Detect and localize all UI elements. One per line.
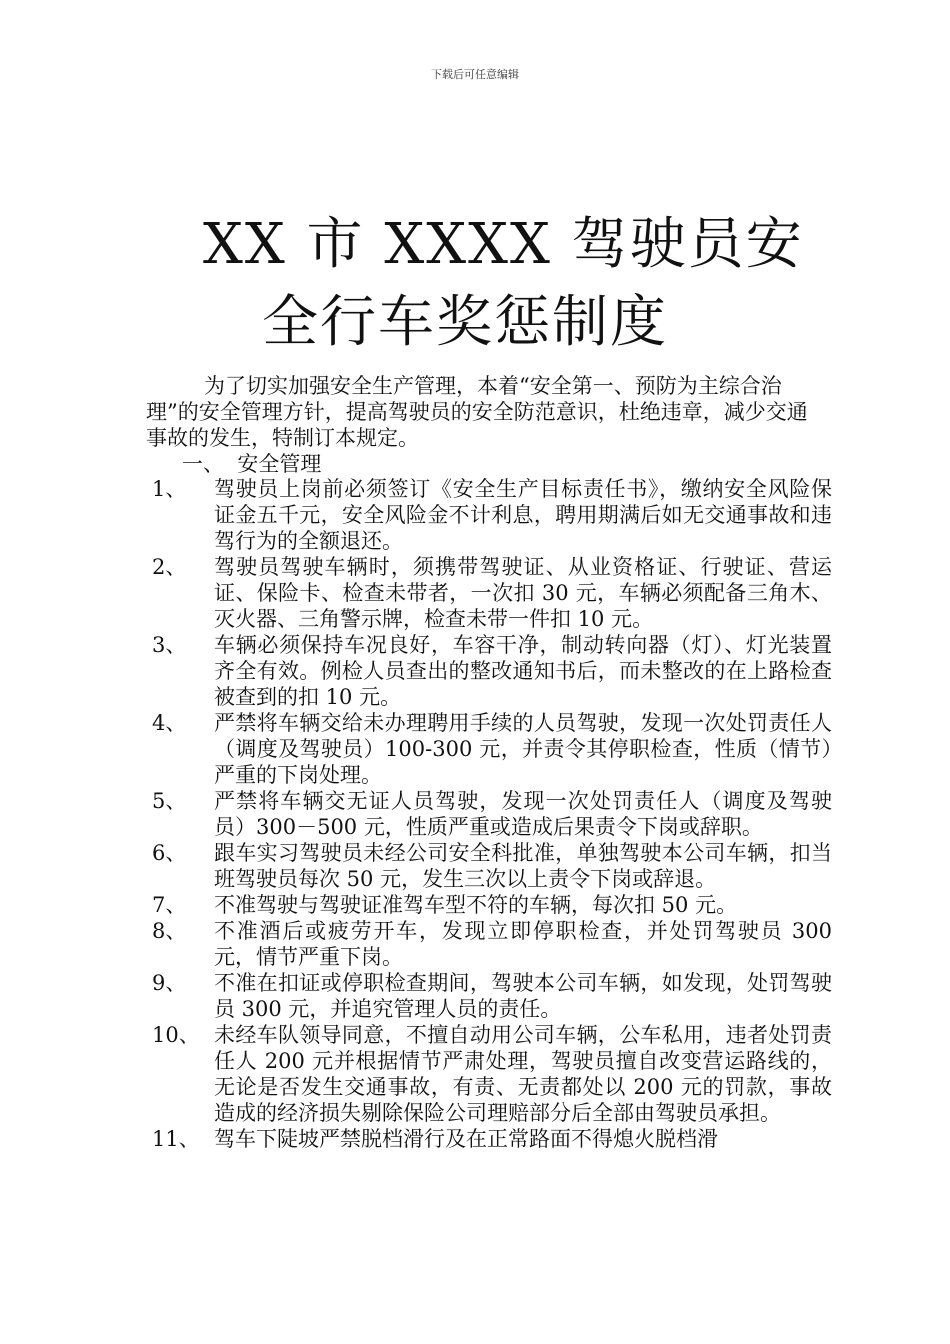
list-item: [152, 892, 832, 918]
list-item: [152, 476, 832, 554]
item-number: 11、: [152, 1127, 200, 1151]
list-item: [152, 840, 832, 892]
item-text: 驾车下陡坡严禁脱档滑行及在正常路面不得熄火脱档滑: [214, 1127, 718, 1151]
page-header-note: 下载后可任意编辑: [431, 68, 519, 81]
item-number: 7、: [152, 893, 187, 917]
item-text: 不准酒后或疲劳开车，发现立即停职检查，并处罚驾驶员 300 元，情节严重下岗。: [214, 919, 832, 969]
item-number: 5、: [152, 789, 187, 813]
item-text: 驾驶员驾驶车辆时，须携带驾驶证、从业资格证、行驶证、营运证、保险卡、检查未带者，一次扣 30 元，车辆必须配备三角木、灭火器、三角警示牌，检查未带一件扣 10 元。: [214, 555, 832, 631]
list-item: [152, 918, 832, 970]
list-item: [152, 1126, 832, 1152]
item-text: 不准在扣证或停职检查期间，驾驶本公司车辆，如发现，处罚驾驶员 300 元，并追究管理人员的责任。: [214, 971, 832, 1021]
item-number: 6、: [152, 841, 187, 865]
item-text: 未经车队领导同意，不擅自动用公司车辆，公车私用，违者处罚责任人 200 元并根据情节严肃处理，驾驶员擅自改变营运路线的，无论是否发生交通事故，有责、无责都处以 200 元的罚款，事故造成的经济损失剔除保险公司理赔部分后全部由驾驶员承担。: [214, 1023, 832, 1125]
item-text: 车辆必须保持车况良好，车容干净，制动转向器（灯）、灯光装置齐全有效。例检人员查出的整改通知书后，而未整改的在上路检查被查到的扣 10 元。: [214, 633, 832, 709]
item-number: 4、: [152, 711, 187, 735]
item-text: 驾驶员上岗前必须签订《安全生产目标责任书》，缴纳安全风险保证金五千元，安全风险金不计利息，聘用期满后如无交通事故和违驾行为的全额退还。: [214, 477, 832, 553]
title-line-1: XX 市 XXXX 驾驶员安: [203, 212, 804, 277]
list-item: [152, 1022, 832, 1126]
item-number: 1、: [152, 477, 187, 501]
item-number: 9、: [152, 971, 187, 995]
item-number: 10、: [152, 1023, 200, 1047]
item-text: 严禁将车辆交给未办理聘用手续的人员驾驶，发现一次处罚责任人（调度及驾驶员）100-300 元，并责令其停职检查，性质（情节）严重的下岗处理。: [214, 711, 832, 787]
item-text: 跟车实习驾驶员未经公司安全科批准，单独驾驶本公司车辆，扣当班驾驶员每次 50 元，发生三次以上责令下岗或辞退。: [214, 841, 832, 891]
item-number: 2、: [152, 555, 187, 579]
title-line-2: 全行车奖惩制度: [262, 290, 668, 355]
list-item: [152, 970, 832, 1022]
list-item: [152, 632, 832, 710]
list-item: [152, 554, 832, 632]
rules-list: [152, 476, 832, 1152]
item-text: 严禁将车辆交无证人员驾驶，发现一次处罚责任人（调度及驾驶员）300－500 元，性质严重或造成后果责令下岗或辞职。: [214, 789, 832, 839]
list-item: [152, 710, 832, 788]
item-text: 不准驾驶与驾驶证准驾车型不符的车辆，每次扣 50 元。: [214, 893, 738, 917]
item-number: 8、: [152, 919, 187, 943]
item-number: 3、: [152, 633, 187, 657]
intro-paragraph: 为了切实加强安全生产管理，本着“安全第一、预防为主综合治理”的安全管理方针，提高驾驶员的安全防范意识，杜绝违章，减少交通事故的发生，特制订本规定。: [146, 374, 808, 450]
list-item: [152, 788, 832, 840]
section-heading: 一、 安全管理: [182, 452, 322, 476]
